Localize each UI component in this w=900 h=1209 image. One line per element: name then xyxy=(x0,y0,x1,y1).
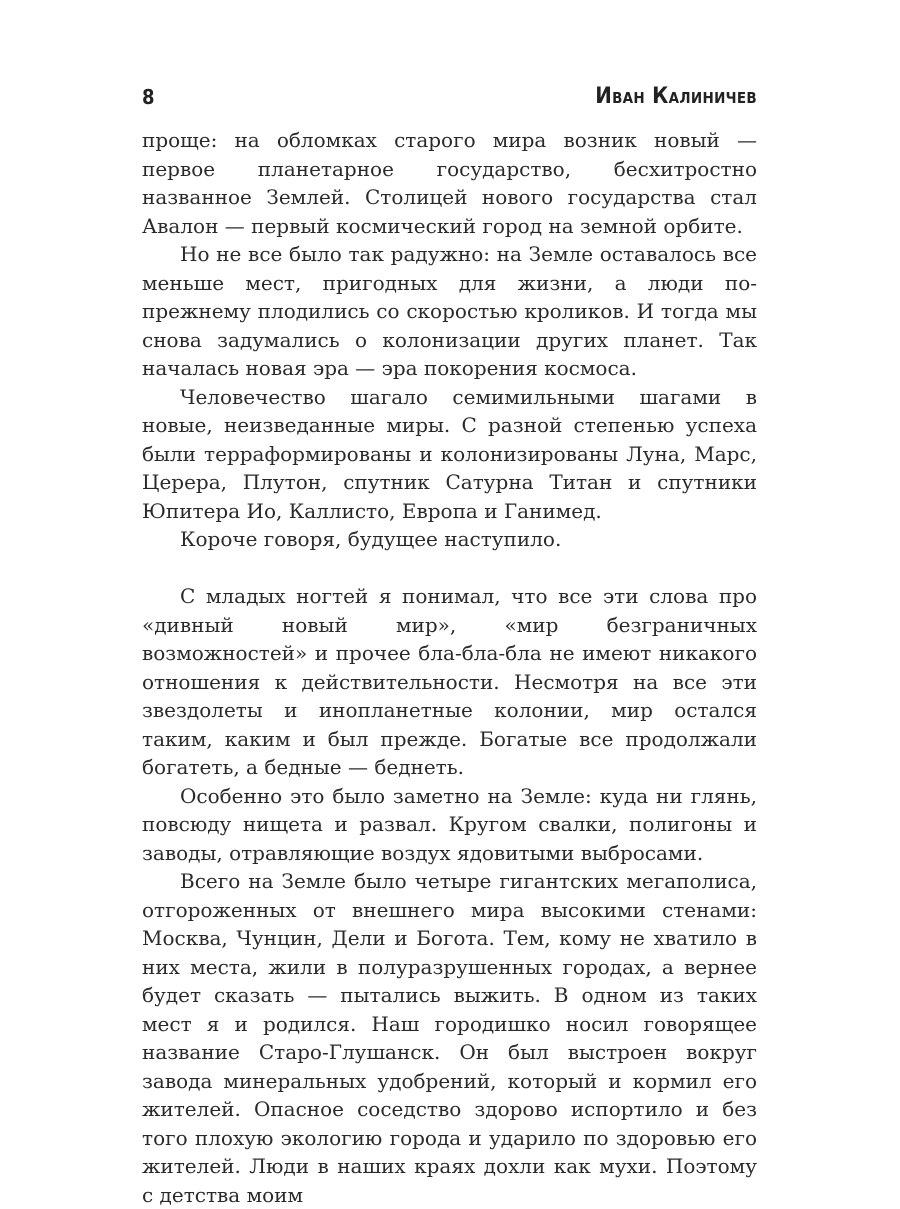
body-text xyxy=(142,126,757,1209)
paragraph: Но не все было так радужно: на Земле оставалось все меньше мест, пригодных для жизни, а люди по-прежнему плодились со скоростью кроликов. И тогда мы снова задумались о колонизации других планет. Так началась новая эра — эра покорения космоса. xyxy=(142,242,757,380)
paragraph: проще: на обломках старого мира возник новый — первое планетарное государство, бесхитростно названное Землей. Столицей нового государства стал Авалон — первый космический город на земной орбите. xyxy=(142,128,757,238)
paragraph: Особенно это было заметно на Земле: куда ни глянь, повсюду нищета и развал. Кругом свалки, полигоны и заводы, отравляющие воздух ядовитыми выбросами. xyxy=(142,783,757,865)
running-head xyxy=(142,84,757,114)
paragraph: Человечество шагало семимильными шагами в новые, неизведанные миры. С разной степенью успеха были терраформированы и колонизированы Луна, Марс, Церера, Плутон, спутник Сатурна Титан и спутники Юпитера Ио, Каллисто, Европа и Ганимед. xyxy=(142,384,757,523)
paragraph: Всего на Земле было четыре гигантских мегаполиса, отгороженных от внешнего мира высокими стенами: Москва, Чунцин, Дели и Богота. Тем, кому не хватило в них места, жили в полуразрушенных городах, а вернее будет сказать — пытались выжить. В одном из таких мест я и родился. Наш городишко носил говорящее название Старо-Глушанск. Он был выстроен вокруг завода минеральных удобрений, который и кормил его жителей. Опасное соседство здорово испортило и без того плохую экологию города и ударило по здоровью его жителей. Люди в наших краях дохли как мухи. Поэтому с детства моим xyxy=(142,869,757,1207)
paragraph: Короче говоря, будущее наступило. xyxy=(180,527,562,551)
page-number: 8 xyxy=(142,85,155,109)
section-break xyxy=(142,554,757,583)
paragraph: С младых ногтей я понимал, что все эти слова про «дивный новый мир», «мир безграничных возможностей» и прочее бла-бла-бла не имеют никакого отношения к действительности. Несмотря на все эти звездолеты и инопланетные колонии, мир остался таким, каким и был прежде. Богатые все продолжали богатеть, а бедные — беднеть. xyxy=(142,584,757,779)
author-name: Иван Калиничев xyxy=(595,84,757,109)
